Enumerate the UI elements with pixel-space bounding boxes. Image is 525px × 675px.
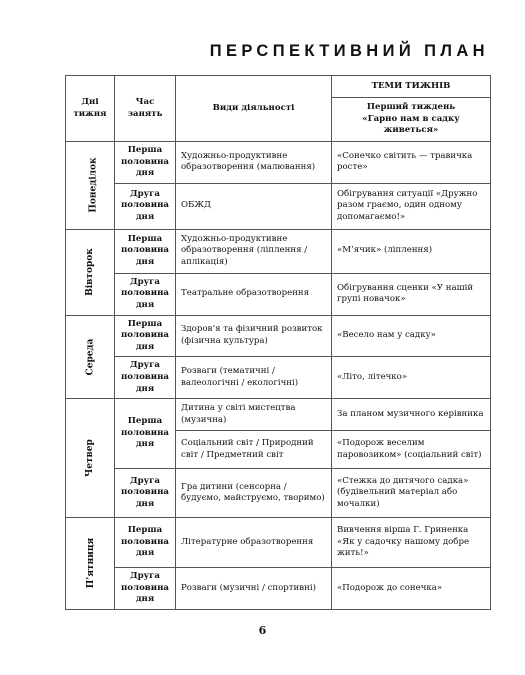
theme-cell: «Сонечко світить — травичка росте» [332, 142, 491, 184]
page-title: ПЕРСПЕКТИВНИЙ ПЛАН [209, 42, 489, 60]
day-cell-monday [66, 142, 115, 230]
day-label: П’ятниця [86, 538, 97, 589]
time-cell: Друга половина дня [115, 568, 176, 610]
theme-cell: «Подорож веселим паровозиком» (соціальний світ) [332, 431, 491, 469]
theme-cell: Обігрування сценки «У нашій групі новачок» [332, 273, 491, 315]
theme-cell: Вивчення вірша Г. Гриненка «Як у садочку нашому добре жить!» [332, 518, 491, 568]
table-row [66, 229, 491, 273]
activity-cell: Здоров’я та фізичний розвиток (фізична культура) [176, 315, 332, 357]
time-cell: Перша половина дня [115, 229, 176, 273]
plan-table [65, 75, 491, 610]
days-header: Дні тижня [66, 76, 115, 142]
time-cell: Друга половина дня [115, 469, 176, 518]
activity-cell: Дитина у світі мистецтва (музична) [176, 399, 332, 431]
activity-cell: Розваги (музичні / спортивні) [176, 568, 332, 610]
week-theme: «Гарно нам в садку живеться» [362, 113, 460, 136]
header-row [66, 76, 491, 98]
day-label: Четвер [84, 439, 95, 477]
theme-cell: «Літо, літечко» [332, 357, 491, 399]
day-label: Понеділок [88, 157, 99, 213]
day-label: Середа [84, 338, 95, 375]
table-row [66, 142, 491, 184]
table-row [66, 273, 491, 315]
table-row [66, 183, 491, 229]
day-cell-friday [66, 518, 115, 610]
activity-cell: Художньо-продуктивне образотворення (ліплення / аплікація) [176, 229, 332, 273]
time-cell: Друга половина дня [115, 273, 176, 315]
activity-cell: Розваги (тематичні / валеологічні / екологічні) [176, 357, 332, 399]
day-cell-thursday [66, 399, 115, 518]
activities-header: Види діяльності [176, 76, 332, 142]
time-cell: Друга половина дня [115, 183, 176, 229]
theme-cell: За планом музичного керівника [332, 399, 491, 431]
day-label: Вівторок [84, 248, 95, 296]
activity-cell: ОБЖД [176, 183, 332, 229]
activity-cell: Літературне образотворення [176, 518, 332, 568]
time-cell: Друга половина дня [115, 357, 176, 399]
week-header [332, 98, 491, 142]
table-row [66, 469, 491, 518]
table-row [66, 399, 491, 431]
time-cell: Перша половина дня [115, 399, 176, 469]
table-row [66, 315, 491, 357]
table-row [66, 357, 491, 399]
activity-cell: Соціальний світ / Природний світ / Предметний світ [176, 431, 332, 469]
week-label: Перший тиждень [366, 102, 456, 113]
day-cell-tuesday [66, 229, 115, 315]
table-row [66, 518, 491, 568]
activity-cell: Гра дитини (сенсорна / будуємо, майструємо, творимо) [176, 469, 332, 518]
activity-cell: Художньо-продуктивне образотворення (малювання) [176, 142, 332, 184]
time-cell: Перша половина дня [115, 518, 176, 568]
activity-cell: Театральне образотворення [176, 273, 332, 315]
day-cell-wednesday [66, 315, 115, 399]
time-cell: Перша половина дня [115, 142, 176, 184]
theme-cell: «М’ячик» (ліплення) [332, 229, 491, 273]
theme-cell: «Подорож до сонечка» [332, 568, 491, 610]
table-row [66, 568, 491, 610]
theme-cell: «Весело нам у садку» [332, 315, 491, 357]
theme-cell: Обігрування ситуації «Дружно разом граємо, один одному допомагаємо!» [332, 183, 491, 229]
time-cell: Перша половина дня [115, 315, 176, 357]
themes-header: ТЕМИ ТИЖНІВ [332, 76, 491, 98]
theme-cell: «Стежка до дитячого садка» (будівельний матеріал або мочалки) [332, 469, 491, 518]
page-number: 6 [258, 624, 267, 637]
time-header: Час занять [115, 76, 176, 142]
